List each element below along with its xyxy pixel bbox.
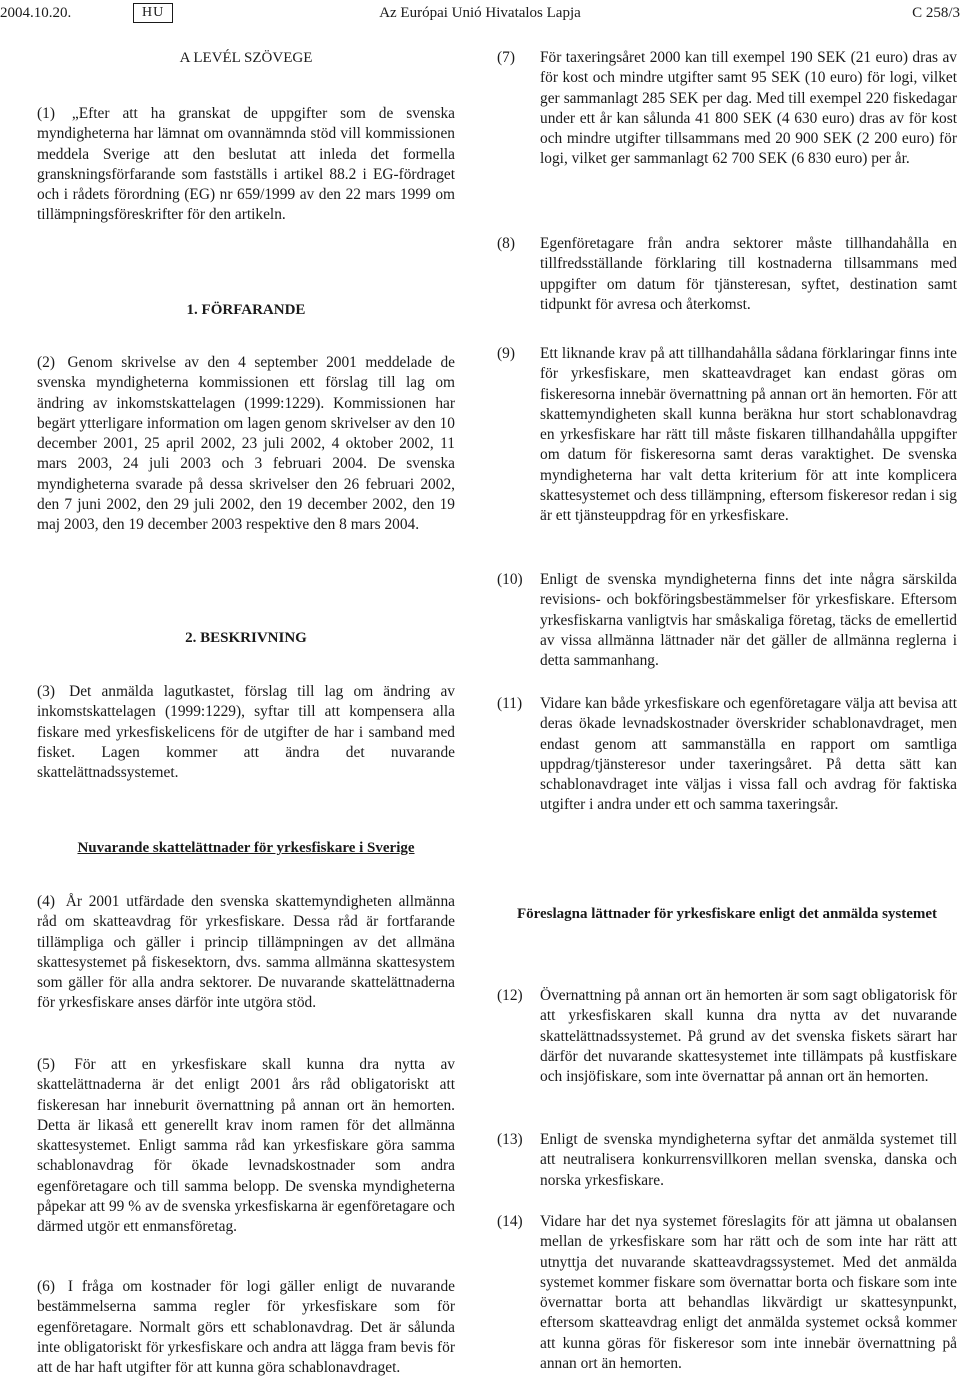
- paragraph-text: „Efter att ha granskat de uppgifter som de svenska myndigheterna har lämnat om ovannämnda stöd vill kommissionen meddela Sverige att den beslutat att inleda det formella granskningsförfarande som fastställs i artikel 88.2 i EG-fördraget och i rådets förordning (EG) nr 659/1999 av den 22 mars 1999 om tillämpningsföreskrifter för den artikeln.: [37, 105, 455, 224]
- section-heading-1-block: [37, 300, 455, 320]
- paragraph-3: [37, 682, 455, 783]
- paragraph-9: [497, 344, 957, 527]
- paragraph-number: (5): [37, 1056, 55, 1073]
- paragraph-number: (8): [497, 235, 515, 252]
- paragraph-number: (3): [37, 683, 55, 700]
- paragraph-12: [497, 986, 957, 1087]
- paragraph-text: Egenföretagare från andra sektorer måste tillhandahålla en tillfredsställande förklaring till kostnaderna tillsammans med uppgifter om datum för tjänsteresan, syftet, destination samt tidpunkt för avresa och återkomst.: [540, 235, 957, 313]
- letter-title-block: [37, 48, 455, 68]
- page-header: [0, 0, 960, 26]
- paragraph-number: (7): [497, 49, 515, 66]
- paragraph-number: (13): [497, 1131, 523, 1148]
- paragraph-2: [37, 353, 455, 536]
- right-column: [497, 44, 957, 1394]
- section-heading-2-block: [37, 628, 455, 648]
- publication-date: 2004.10.20.: [0, 5, 72, 21]
- paragraph-14: [497, 1212, 957, 1374]
- paragraph-number: (6): [37, 1278, 55, 1295]
- paragraph-10: [497, 570, 957, 671]
- subheading-current-tax-relief: Nuvarande skattelättnader för yrkesfiskare i Sverige: [77, 840, 415, 856]
- language-code-box: HU: [133, 3, 173, 23]
- subheading-proposed-block: [497, 904, 957, 924]
- paragraph-6: [37, 1277, 455, 1378]
- paragraph-8: [497, 234, 957, 315]
- paragraph-4: [37, 892, 455, 1014]
- paragraph-text: För att en yrkesfiskare skall kunna dra nytta av skattelättnaderna är det enligt 2001 års råd obligatoriskt att fiskeresan har inneburit övernattning på annan ort än hemorten. Detta är likaså ett generellt krav inom ramen för det allmänna skattesystemet. Enligt samma råd kan yrkesfiskare göra samma schablonavdrag för ökade levnadskostnader som andra egenföretagare och till samma belopp. De svenska myndigheterna påpekar att 99 % av de svenska yrkesfiskarna är egenföretagare och därmed utgör ett enmansföretag.: [37, 1056, 455, 1236]
- paragraph-text: Enligt de svenska myndigheterna syftar det anmälda systemet till att neutralisera konkurrensvillkoren mellan svenska, danska och norska yrkesfiskare.: [540, 1131, 957, 1189]
- letter-title: A LEVÉL SZÖVEGE: [179, 50, 313, 66]
- paragraph-text: Enligt de svenska myndigheterna finns det inte några särskilda revisions- och bokföringsbestämmelser för yrkesfiskare. Eftersom yrkesfiskarna vanligtvis har småskaliga företag, täcks de emellertid av vissa allmänna lättnader när det gäller de allmänna reglerna i detta sammanhang.: [540, 571, 957, 670]
- paragraph-1: [37, 104, 455, 226]
- paragraph-13: [497, 1130, 957, 1191]
- page-reference: C 258/3: [912, 5, 960, 21]
- subheading-proposed-relief: Föreslagna lättnader för yrkesfiskare enligt det anmälda systemet: [516, 906, 938, 922]
- paragraph-text: Det anmälda lagutkastet, förslag till lag om ändring av inkomstskattelagen (1999:1229), syftar till att kompensera alla fiskare med yrkesfiskelicens för de utgifter de har i samband med fisket. Lagen kommer att ändra det nuvarande skattelättnadssystemet.: [37, 683, 455, 782]
- section-heading-procedure: 1. FÖRFARANDE: [186, 302, 306, 318]
- paragraph-number: (2): [37, 354, 55, 371]
- paragraph-number: (14): [497, 1213, 523, 1230]
- section-heading-description: 2. BESKRIVNING: [185, 630, 307, 646]
- paragraph-number: (12): [497, 987, 523, 1004]
- paragraph-number: (9): [497, 345, 515, 362]
- paragraph-number: (10): [497, 571, 523, 588]
- paragraph-number: (4): [37, 893, 55, 910]
- subheading-block: [37, 838, 455, 858]
- paragraph-5: [37, 1055, 455, 1238]
- paragraph-text: Genom skrivelse av den 4 september 2001 meddelade de svenska myndigheterna kommissionen ett förslag till lag om ändring av inkomstskattelagen (1999:1229). Kommissionen har begärt ytterligare information om lagen genom skrivelser av den 10 december 2001, 25 april 2002, 23 juli 2002, 4 oktober 2002, 11 mars 2003, 24 juli 2003 och 3 februari 2004. De svenska myndigheterna svarade på dessa skrivelser den 26 februari 2002, den 7 juni 2002, den 29 juli 2002, den 19 december 2002, den 19 maj 2003, den 19 december 2003 respektive den 8 mars 2004.: [37, 354, 456, 534]
- paragraph-text: För taxeringsåret 2000 kan till exempel 190 SEK (21 euro) dras av för kost och mindre utgifter samt 95 SEK (10 euro) för logi, vilket ger sammanlagt 285 SEK per dag. Med till exempel 220 fiskedagar under ett år kan sålunda 41 800 SEK (4 630 euro) dras av för kost och mindre utgifter tillsammans med 20 900 SEK (2 200 euro) för logi, vilket ger sammanlagt 62 700 SEK (6 830 euro) per år.: [540, 49, 957, 168]
- paragraph-text: Ett liknande krav på att tillhandahålla sådana förklaringar finns inte för yrkesfiskare, men skatteavdraget kan endast göras om fiskeresorna innebär övernattning på annan ort än hemorten. För att skattemyndigheten skall kunna beräkna hur stort schablonavdrag en yrkesfiskare har rätt till måste fiskaren tillhandahålla uppgifter om datum för fiskeresorna samt deras varaktighet. De svenska myndigheterna har valt detta kriterium för att inte komplicera skattesystemet och dess tillämpning, eftersom fiskeresor redan i sig är ett tjänsteuppdrag för en yrkesfiskare.: [540, 345, 957, 525]
- journal-title: Az Európai Unió Hivatalos Lapja: [379, 5, 581, 21]
- paragraph-number: (11): [497, 695, 523, 712]
- paragraph-text: Vidare kan både yrkesfiskare och egenföretagare välja att bevisa att deras ökade levnadskostnader överskrider schablonavdraget, men endast genom att sammanställa en rapport om samtliga uppdrag/tjänsteresor under taxeringsåret. På detta sätt kan schablonavdraget inte väljas i vissa fall och avdrag för faktiska utgifter i andra under ett och samma taxeringsår.: [540, 695, 957, 814]
- paragraph-text: I fråga om kostnader för logi gäller enligt de nuvarande bestämmelserna samma regler för yrkesfiskare som för egenföretagare. Normalt görs ett schablonavdrag. Det är sålunda inte obligatoriskt för yrkesfiskare och andra att lägga fram bevis för att de har haft utgifter för att kunna göra schablonavdraget.: [37, 1278, 455, 1377]
- paragraph-text: År 2001 utfärdade den svenska skattemyndigheten allmänna råd om skatteavdrag för yrkesfiskare. Dessa råd är fortfarande tillämpliga och gäller i princip tillämpningen av det allmäna skattesystemet på fiskesektorn, dvs. samma allmänna skattesystem som gäller för alla andra sektorer. De nuvarande skattelättnaderna för yrkesfiskare anses därför inte utgöra stöd.: [37, 893, 455, 1012]
- paragraph-text: Vidare har det nya systemet föreslagits för att jämna ut obalansen mellan de yrkesfiskare som har rätt och de som inte har rätt att utnyttja det nuvarande skatteavdragssystemet. Med det anmälda systemet kommer fiskare som övernattar borta och fiskare som inte övernattar borta att behandlas likvärdigt ur skattesynpunkt, eftersom skatteavdrag enligt det anmälda systemet också kommer att kunna göras för fiskeresor som inte innebär övernattning på annan ort än hemorten.: [540, 1213, 957, 1373]
- paragraph-7: [497, 48, 957, 170]
- paragraph-11: [497, 694, 957, 816]
- paragraph-number: (1): [37, 105, 55, 122]
- left-column: [37, 44, 455, 1394]
- paragraph-text: Övernattning på annan ort än hemorten är som sagt obligatorisk för att yrkesfiskaren skall kunna dra nytta av det nuvarande skattelättnadssystemet. På grund av det svenska fiskets särart har därför det nuvarande skattesystemet inte tillämpats på kustfiskare och insjöfiskare, som inte övernattar på annan ort än hemorten.: [540, 987, 957, 1086]
